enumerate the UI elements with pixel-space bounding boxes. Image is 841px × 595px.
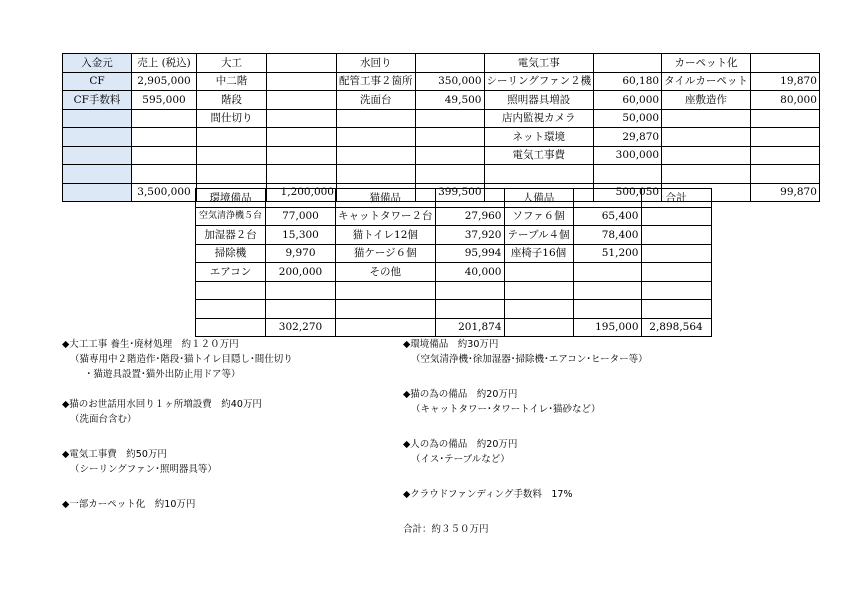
table-cell: 60,180 — [594, 72, 662, 91]
table-cell — [63, 109, 132, 128]
table-cell — [267, 91, 337, 110]
table-cell: 29,870 — [594, 128, 662, 147]
table-row — [63, 146, 820, 165]
notes-right — [403, 337, 763, 537]
table-cell — [197, 165, 267, 184]
table-cell: 50,000 — [594, 109, 662, 128]
table-cell — [336, 318, 436, 337]
table-cell: 2,905,000 — [132, 72, 197, 91]
total-cell: 500,050 — [594, 183, 662, 202]
table-row — [196, 207, 712, 226]
table-cell: 店内監視カメラ — [484, 109, 594, 128]
table-cell: 595,000 — [132, 91, 197, 110]
table-cell: 77,000 — [266, 207, 336, 226]
note-total: 合計：約３５０万円 — [403, 524, 489, 535]
header-cell — [594, 54, 662, 73]
table-cell: ソファ６個 — [504, 207, 573, 226]
table-row — [63, 128, 820, 147]
table-cell: 洗面台 — [337, 91, 416, 110]
header-cell: 猫備品 — [336, 189, 436, 208]
table-cell: 200,000 — [266, 263, 336, 282]
header-cell: 入金元 — [63, 54, 132, 73]
table-cell: シーリングファン２機 — [484, 72, 594, 91]
total-cell: 99,870 — [750, 183, 819, 202]
table-cell: 19,870 — [750, 72, 819, 91]
table-cell — [435, 300, 504, 319]
table-row — [63, 72, 820, 91]
note-detail: （猫専用中２階造作･階段･猫トイレ目隠し･間仕切り — [70, 354, 293, 365]
total-cell: 201,874 — [435, 318, 504, 337]
table-cell — [196, 318, 266, 337]
table-cell — [641, 207, 711, 226]
table-row — [63, 91, 820, 110]
table-cell — [750, 109, 819, 128]
table-cell: 配管工事２箇所 — [337, 72, 416, 91]
table-cell: 40,000 — [435, 263, 504, 282]
table-cell — [337, 128, 416, 147]
budget-table — [62, 53, 820, 202]
note-heading-carpet: ◆一部カーペット化 約10万円 — [62, 499, 196, 510]
table-cell: CF — [63, 72, 132, 91]
table-cell: 60,000 — [594, 91, 662, 110]
table-cell — [415, 146, 484, 165]
table-cell — [662, 128, 751, 147]
table-row — [196, 281, 712, 300]
table-cell: 9,970 — [266, 244, 336, 263]
table-cell — [504, 281, 573, 300]
table-cell: 加湿器２台 — [196, 226, 266, 245]
note-heading-carpentry: ◆大工工事 養生･廃材処理 約１２０万円 — [62, 339, 239, 350]
table-cell — [641, 281, 711, 300]
table-cell — [504, 263, 573, 282]
table-cell: 80,000 — [750, 91, 819, 110]
table-cell: テーブル４個 — [504, 226, 573, 245]
table-cell — [750, 165, 819, 184]
table-cell — [63, 165, 132, 184]
table-cell — [63, 128, 132, 147]
table-cell — [662, 109, 751, 128]
header-cell — [266, 189, 336, 208]
header-cell: 大工 — [197, 54, 267, 73]
table-cell — [267, 72, 337, 91]
table-cell: エアコン — [196, 263, 266, 282]
table-cell: 猫ケージ６個 — [336, 244, 436, 263]
note-heading-cat-items: ◆猫の為の備品 約20万円 — [403, 389, 518, 400]
table-cell — [132, 128, 197, 147]
table-cell — [196, 281, 266, 300]
table-row — [196, 226, 712, 245]
table-cell — [641, 226, 711, 245]
table-cell — [267, 165, 337, 184]
table-cell — [337, 165, 416, 184]
header-cell — [267, 54, 337, 73]
table-cell — [415, 128, 484, 147]
note-detail: （洗面台含む） — [70, 414, 137, 425]
header-cell — [750, 54, 819, 73]
total-cell: 302,270 — [266, 318, 336, 337]
table-cell: 49,500 — [415, 91, 484, 110]
note-heading-people-items: ◆人の為の備品 約20万円 — [403, 439, 518, 450]
note-detail: （キャットタワー･タワートイレ･猫砂など） — [411, 404, 601, 415]
note-detail: （空気清浄機･徐加湿器･掃除機･エアコン･ヒーター等） — [411, 354, 648, 365]
total-cell: 195,000 — [573, 318, 641, 337]
table-cell: 階段 — [197, 91, 267, 110]
table-cell — [415, 109, 484, 128]
table-cell — [435, 281, 504, 300]
table-cell: 37,920 — [435, 226, 504, 245]
table-cell: 中二階 — [197, 72, 267, 91]
table-cell: 51,200 — [573, 244, 641, 263]
table-cell — [63, 183, 132, 202]
table-cell: 掃除機 — [196, 244, 266, 263]
table-cell — [336, 281, 436, 300]
table-cell — [132, 165, 197, 184]
table-header-row — [63, 54, 820, 73]
table-cell — [573, 281, 641, 300]
table-cell — [336, 300, 436, 319]
table-cell — [132, 146, 197, 165]
table-cell — [266, 300, 336, 319]
table-cell: 猫トイレ12個 — [336, 226, 436, 245]
table-cell: 座敷造作 — [662, 91, 751, 110]
table-header-row — [196, 189, 712, 208]
table-cell — [641, 300, 711, 319]
table-cell: 座椅子16個 — [504, 244, 573, 263]
table-cell — [504, 300, 573, 319]
table-cell: 間仕切り — [197, 109, 267, 128]
table-cell — [267, 109, 337, 128]
notes-left — [62, 337, 382, 512]
header-cell: 環境備品 — [196, 189, 266, 208]
table-cell: 65,400 — [573, 207, 641, 226]
equipment-table — [195, 188, 712, 337]
table-row — [196, 263, 712, 282]
table-cell — [267, 146, 337, 165]
total-cell: 3,500,000 — [132, 183, 197, 202]
header-cell: 合計 — [641, 189, 711, 208]
table-cell: CF手数料 — [63, 91, 132, 110]
note-detail: （シーリングファン･照明器具等） — [70, 464, 217, 475]
table-cell — [337, 109, 416, 128]
table-row — [63, 165, 820, 184]
totals-row — [196, 318, 712, 337]
table-cell — [132, 109, 197, 128]
table-cell — [197, 128, 267, 147]
note-detail: （イス･テーブルなど） — [411, 454, 510, 465]
table-row — [196, 244, 712, 263]
table-cell — [197, 146, 267, 165]
table-cell — [504, 318, 573, 337]
header-cell: 水回り — [337, 54, 416, 73]
header-cell: 電気工事 — [484, 54, 594, 73]
total-cell: 1,200,000 — [267, 183, 337, 202]
table-cell — [573, 263, 641, 282]
table-cell — [662, 165, 751, 184]
header-cell: 売上 (税込) — [132, 54, 197, 73]
table-cell — [594, 165, 662, 184]
table-cell — [484, 165, 594, 184]
table-cell: 27,960 — [435, 207, 504, 226]
table-cell: 15,300 — [266, 226, 336, 245]
table-row — [196, 300, 712, 319]
table-cell — [641, 244, 711, 263]
header-cell — [435, 189, 504, 208]
note-heading-crowdfunding-fee: ◆クラウドファンディング手数料 17% — [403, 489, 573, 500]
table-cell — [63, 146, 132, 165]
table-cell — [337, 146, 416, 165]
table-cell: キャットタワー２台 — [336, 207, 436, 226]
table-cell — [415, 165, 484, 184]
header-cell: 人備品 — [504, 189, 573, 208]
table-cell: 照明器具増設 — [484, 91, 594, 110]
table-row — [63, 109, 820, 128]
table-cell — [750, 128, 819, 147]
grand-total-cell: 2,898,564 — [641, 318, 711, 337]
note-detail: ・猫遊具設置･猫外出防止用ドア等） — [84, 369, 241, 380]
note-heading-electrical: ◆電気工事費 約50万円 — [62, 449, 167, 460]
table-cell: 300,000 — [594, 146, 662, 165]
table-cell — [196, 300, 266, 319]
header-cell — [415, 54, 484, 73]
table-cell: 78,400 — [573, 226, 641, 245]
note-heading-environment: ◆環境備品 約30万円 — [403, 339, 499, 350]
table-cell: 空気清浄機５台 — [196, 207, 266, 226]
table-cell — [266, 281, 336, 300]
table-cell: 95,994 — [435, 244, 504, 263]
table-cell — [573, 300, 641, 319]
table-cell: タイルカーペット — [662, 72, 751, 91]
table-cell: 電気工事費 — [484, 146, 594, 165]
table-cell — [267, 128, 337, 147]
note-heading-plumbing: ◆猫のお世話用水回り１ヶ所増設費 約40万円 — [62, 399, 262, 410]
header-cell — [573, 189, 641, 208]
table-cell: ネット環境 — [484, 128, 594, 147]
header-cell: カーペット化 — [662, 54, 751, 73]
table-cell: その他 — [336, 263, 436, 282]
table-cell: 350,000 — [415, 72, 484, 91]
table-cell — [750, 146, 819, 165]
table-cell — [662, 146, 751, 165]
total-cell: 399,500 — [415, 183, 484, 202]
table-cell — [641, 263, 711, 282]
